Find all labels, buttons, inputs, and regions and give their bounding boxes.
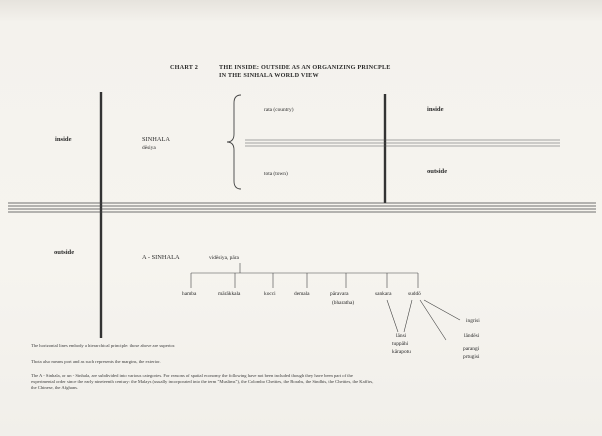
suddo-child-prtugisi: prtugisi — [463, 354, 480, 360]
note-horizontal-lines: The horizontal lines embody a hierarchical principle: those above are superior. — [31, 343, 176, 348]
inside-label-right: inside — [427, 106, 444, 113]
tota-branch: tota (town) — [264, 171, 288, 177]
sankara-child-lansi: lānsi — [396, 333, 407, 339]
outside-label-right: outside — [427, 168, 448, 175]
child-marakkala: mārākkala — [218, 291, 241, 297]
suddo-child-ingrisi: ingrisi — [466, 318, 480, 324]
child-kocci: kocci — [264, 291, 276, 297]
child-demala: demala — [294, 291, 310, 297]
chart-number: CHART 2 — [170, 64, 199, 71]
a-sinhala-name: A - SINHALA — [142, 254, 180, 261]
sinhala-name: SINHALA — [142, 136, 171, 143]
note-a-sinhala: The A - Sinhala, or un - Sinhala, are subdivided into various categories. For reasons of spatial economy the following have not been included though they have been part of the experimental order since the early nineteenth century: the Malays (usually incorporated into the term "Muslims"), the Colombo Chetties, the Borahs, the Sindhis, the Chetties, the Kaffirs, the Chinese, the Afghans. — [31, 373, 374, 391]
child-paravara: pāravara — [330, 291, 349, 297]
suddo-child-landesi: lāndēsi — [464, 333, 480, 339]
child-hamba: hamba — [182, 291, 197, 297]
paravara-note: (bharatha) — [332, 300, 355, 306]
a-sinhala-terms: vidēsiya, pāra — [209, 255, 239, 261]
curly-brace — [227, 95, 241, 189]
outside-label-left: outside — [54, 249, 75, 256]
sankara-child-tuppahi: tuppāhi — [392, 341, 409, 347]
inside-label-left: inside — [55, 136, 72, 143]
suddo-child-parangi: parangi — [463, 346, 480, 352]
rata-branch: rata (country) — [264, 107, 294, 113]
chart-title-line-2: IN THE SINHALA WORLD VIEW — [219, 72, 319, 79]
child-sankara: sankara — [375, 291, 392, 297]
a-sinhala-tree — [191, 263, 460, 340]
child-suddo: suddō — [408, 291, 421, 297]
inner-hierarchy-lines — [245, 140, 560, 146]
chart-title-line-1: THE INSIDE: OUTSIDE AS AN ORGANIZING PRINCPLE — [219, 64, 391, 71]
sinhala-term: dēsiya — [142, 145, 156, 151]
sankara-child-karapotu: kārapotu — [392, 349, 411, 355]
main-hierarchy-lines — [8, 203, 596, 212]
note-thota: Thota also means port and as such represents the margins, the exterior. — [31, 359, 161, 364]
